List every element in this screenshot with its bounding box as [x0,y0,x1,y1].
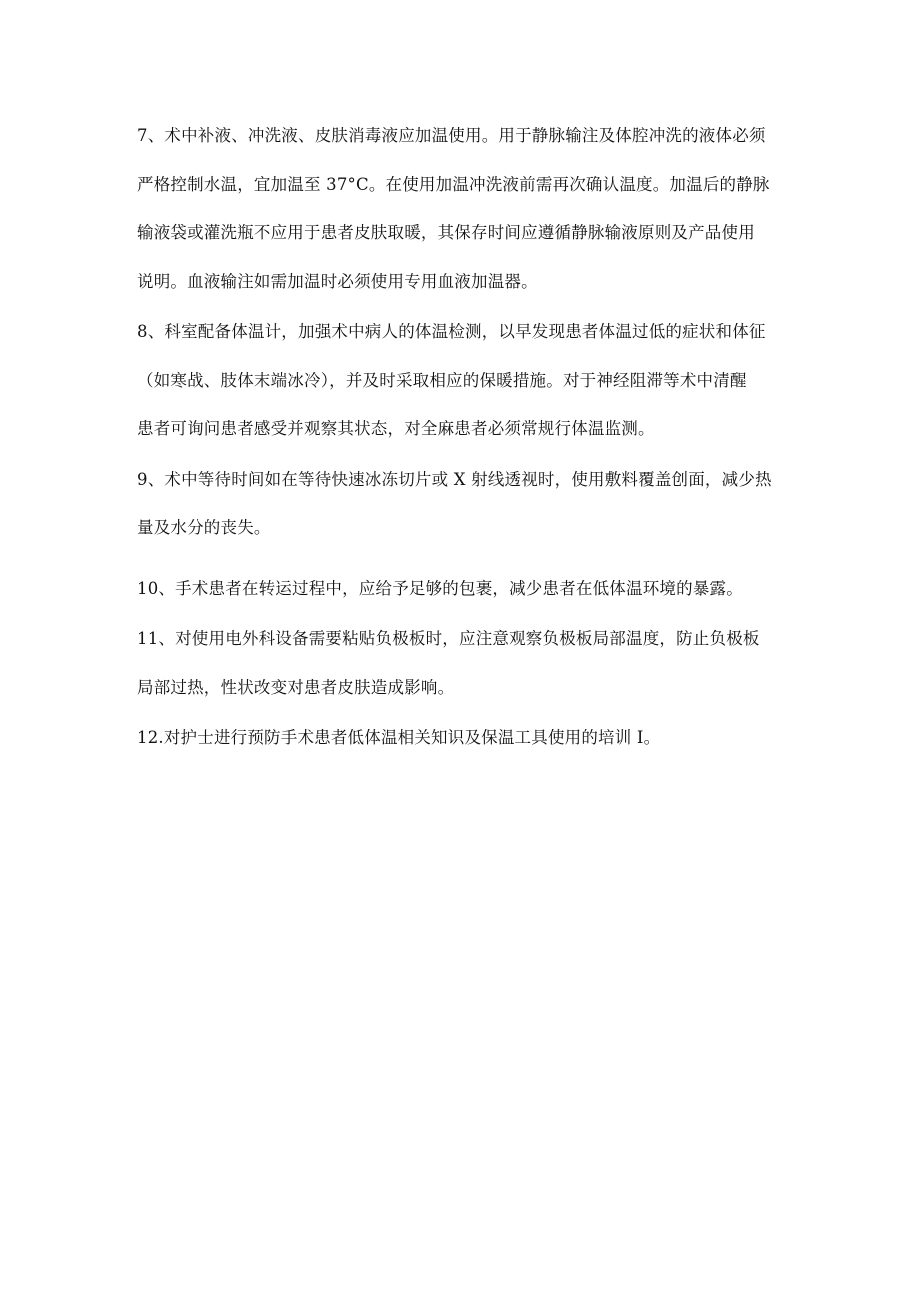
text-line: 9、术中等待时间如在等待快速冰冻切片或 X 射线透视时，使用敷料覆盖创面，减少热 [137,469,772,489]
document-body [137,112,787,763]
text-line: 量及水分的丧失。 [137,518,271,537]
text-line: 12.对护士进行预防手术患者低体温相关知识及保温工具使用的培训 I。 [137,728,661,747]
text-line: 7、术中补液、冲洗液、皮肤消毒液应加温使用。用于静脉输注及体腔冲洗的液体必须 [137,126,766,145]
text-line: 说明。血液输注如需加温时必须使用专用血液加温器。 [137,271,538,291]
text-line: 严格控制水温，宜加温至 37°C。在使用加温冲洗液前需再次确认温度。加温后的静脉 [137,174,770,194]
text-line: 输液袋或灌洗瓶不应用于患者皮肤取暖，其保存时间应遵循静脉输液原则及产品使用 [137,223,755,242]
text-line: 10、手术患者在转运过程中，应给予足够的包裹，减少患者在低体温环境的暴露。 [137,578,743,598]
paragraph-item-7 [137,112,787,306]
paragraph-item-11 [137,615,787,712]
text-line: 局部过热，性状改变对患者皮肤造成影响。 [137,677,455,697]
paragraph-item-8 [137,308,787,454]
paragraph-item-9 [137,456,787,553]
paragraph-item-12 [137,714,787,763]
text-line: （如寒战、肢体末端冰冷），并及时采取相应的保暖措施。对于神经阻滞等术中清醒 [137,370,747,390]
text-line: 患者可询问患者感受并观察其状态，对全麻患者必须常规行体温监测。 [137,419,655,438]
text-line: 8、科室配备体温计，加强术中病人的体温检测，以早发现患者体温过低的症状和体征 [137,322,766,341]
text-line: 11、对使用电外科设备需要粘贴负极板时，应注意观察负极板局部温度，防止负极板 [137,629,760,648]
paragraph-item-10 [137,565,787,614]
